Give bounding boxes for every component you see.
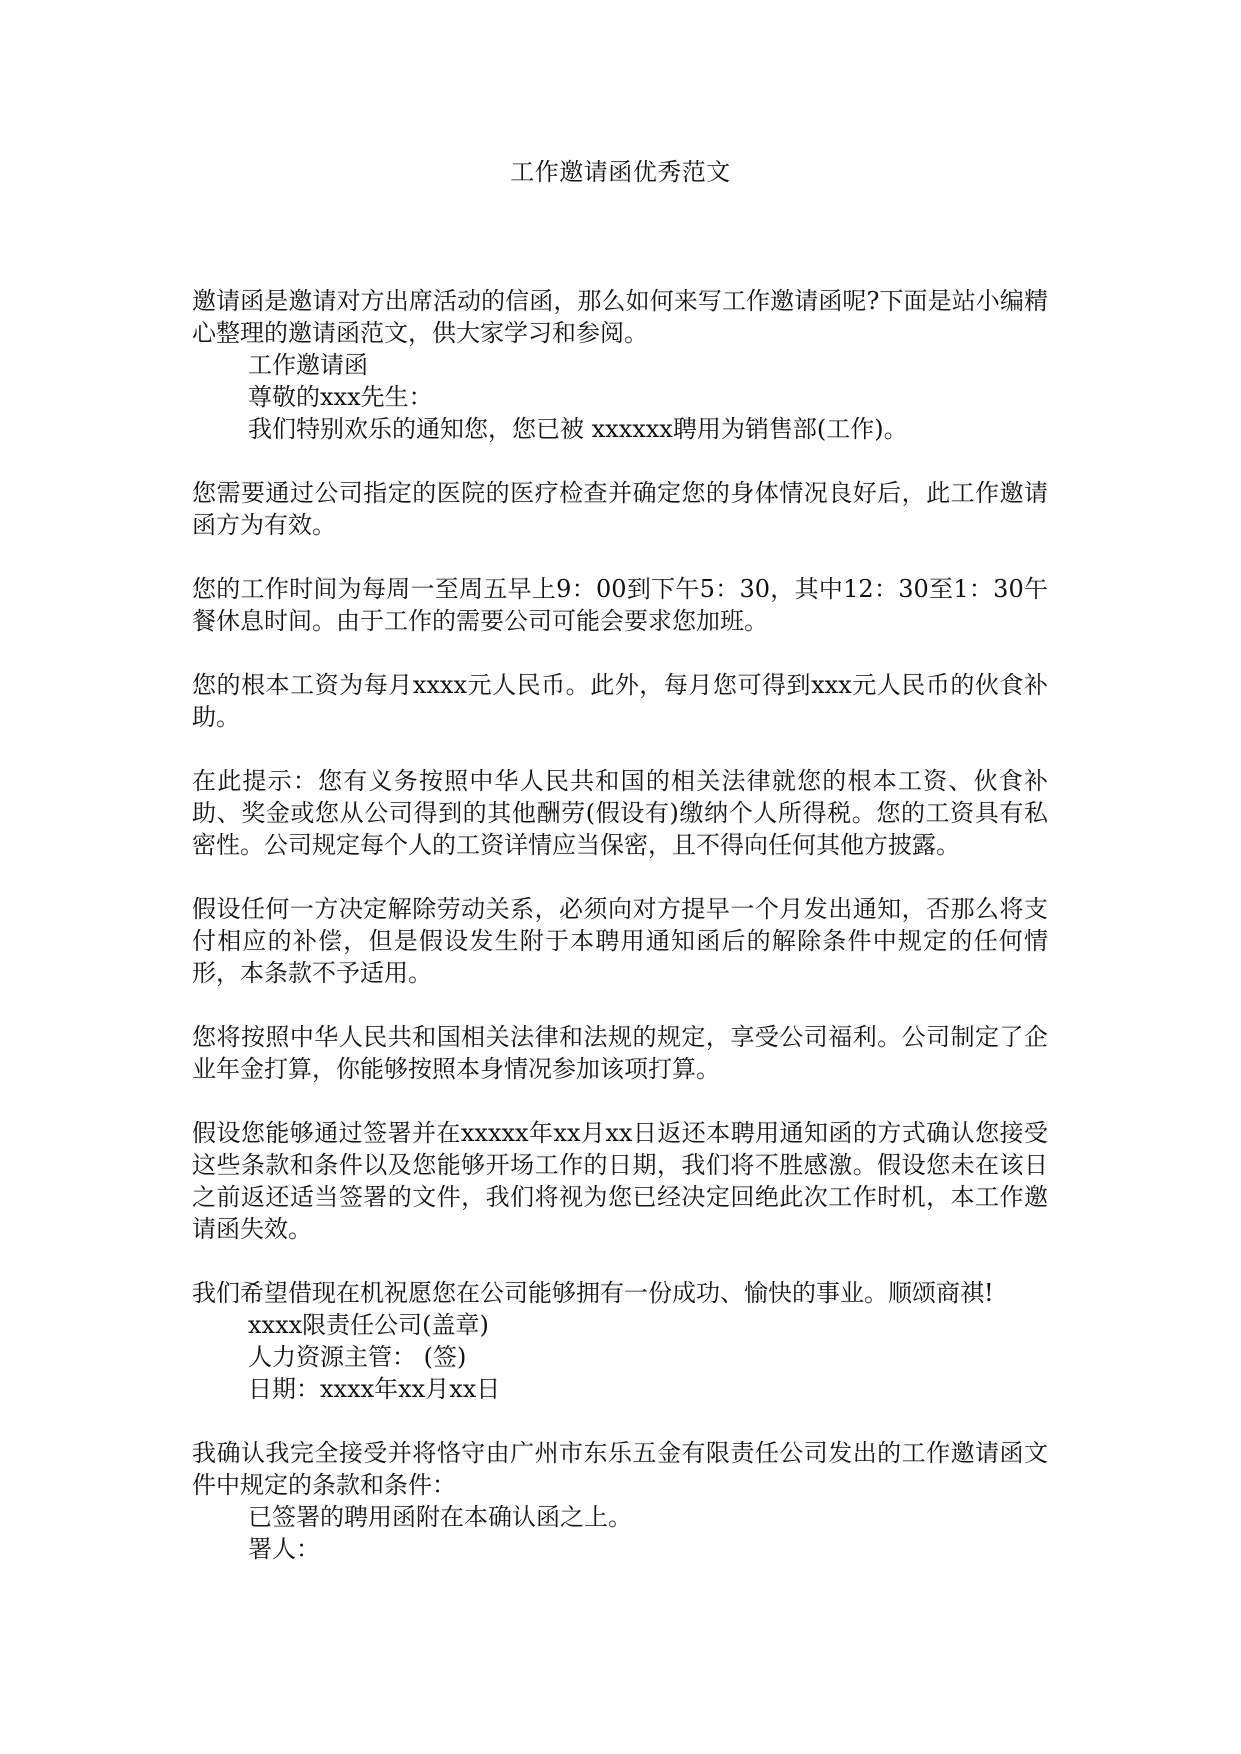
- welfare-paragraph: 您将按照中华人民共和国相关法律和法规的规定，享受公司福利。公司制定了企业年金打算，你能够按照本身情况参加该项打算。: [192, 1023, 1048, 1083]
- salary-paragraph: 您的根本工资为每月xxxx元人民币。此外，每月您可得到xxx元人民币的伙食补助。: [192, 671, 1048, 731]
- company-seal-line: xxxx限责任公司(盖章): [248, 1311, 489, 1339]
- opening-line: 我们特别欢乐的通知您，您已被 xxxxxx聘用为销售部(工作)。: [248, 415, 908, 443]
- closing-paragraph: 我们希望借现在机祝愿您在公司能够拥有一份成功、愉快的事业。顺颂商祺!: [192, 1279, 994, 1307]
- working-hours-paragraph: 您的工作时间为每周一至周五早上9：00到下午5：30，其中12：30至1：30午餐休息时间。由于工作的需要公司可能会要求您加班。: [192, 575, 1048, 635]
- intro-paragraph: 邀请函是邀请对方出席活动的信函，那么如何来写工作邀请函呢?下面是站小编精心整理的邀请函范文，供大家学习和参阅。: [192, 287, 1048, 347]
- attached-note: 已签署的聘用函附在本确认函之上。: [248, 1503, 632, 1531]
- document-title: 工作邀请函优秀范文: [510, 158, 731, 186]
- date-line: 日期：xxxx年xx月xx日: [248, 1375, 501, 1403]
- salutation: 尊敬的xxx先生：: [248, 383, 433, 411]
- confirmation-paragraph: 假设您能够通过签署并在xxxxx年xx月xx日返还本聘用通知函的方式确认您接受这些条款和条件以及您能够开场工作的日期，我们将不胜感激。假设您未在该日之前返还适当签署的文件，我们将视为您已经决定回绝此次工作时机，本工作邀请函失效。: [192, 1119, 1048, 1243]
- termination-paragraph: 假设任何一方决定解除劳动关系，必须向对方提早一个月发出通知，否那么将支付相应的补偿，但是假设发生附于本聘用通知函后的解除条件中规定的任何情形，本条款不予适用。: [192, 895, 1048, 987]
- document-body: [192, 285, 1048, 1565]
- medical-check-paragraph: 您需要通过公司指定的医院的医疗检查并确定您的身体情况良好后，此工作邀请函方为有效。: [192, 479, 1048, 539]
- acceptance-paragraph: 我确认我完全接受并将恪守由广州市东乐五金有限责任公司发出的工作邀请函文件中规定的条款和条件：: [192, 1439, 1048, 1499]
- hr-signature-line: 人力资源主管： (签): [248, 1343, 467, 1371]
- letter-heading: 工作邀请函: [248, 351, 368, 379]
- tax-paragraph: 在此提示：您有义务按照中华人民共和国的相关法律就您的根本工资、伙食补助、奖金或您从公司得到的其他酬劳(假设有)缴纳个人所得税。您的工资具有私密性。公司规定每个人的工资详情应当保密，且不得向任何其他方披露。: [192, 767, 1048, 859]
- signer-line: 署人：: [248, 1535, 320, 1563]
